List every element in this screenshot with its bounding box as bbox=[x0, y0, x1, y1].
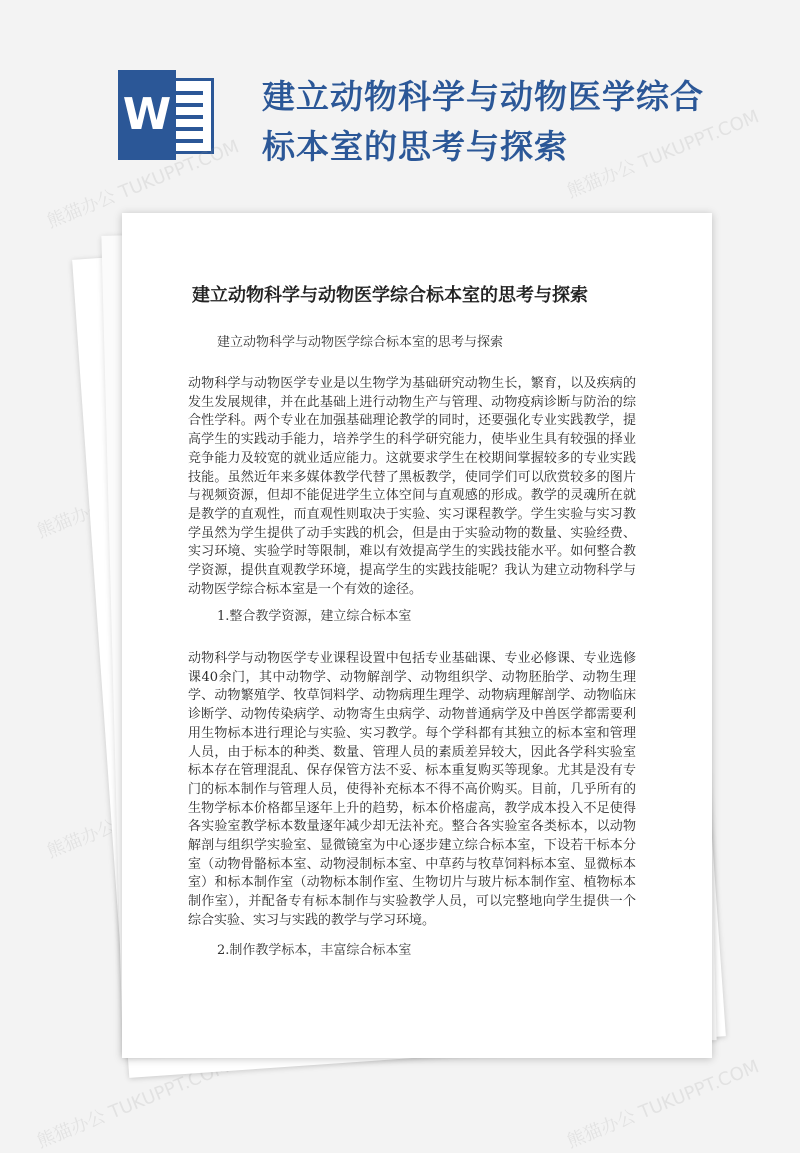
word-icon bbox=[118, 70, 218, 160]
watermark: 熊猫办公 bbox=[44, 816, 119, 863]
watermark: 熊猫办公 TUKUPPT.COM bbox=[44, 136, 242, 233]
page-heading: 建立动物科学与动物医学综合标本室的思考与探索 bbox=[192, 285, 588, 306]
watermark: 熊猫办公 TUKUPPT.COM bbox=[564, 1056, 762, 1153]
watermark: 熊猫办公 TUKUPPT.COM bbox=[564, 106, 762, 203]
document-page bbox=[122, 213, 712, 1058]
paragraph-2: 动物科学与动物医学专业课程设置中包括专业基础课、专业必修课、专业选修课40余门，其中动物学、动物解剖学、动物组织学、动物胚胎学、动物生理学、动物繁殖学、牧草饲料学、动物病理生理学、动物病理解剖学、动物临床诊断学、动物传染病学、动物寄生虫病学、动物普通病学及中兽医学都需要利用生物标本进行理论与实验、实习教学。每个学科都有其独立的标本室和管理人员，由于标本的种类、数量、管理人员的素质差异较大，因此各学科实验室标本存在管理混乱、保存保管方法不妥、标本重复购买等现象。尤其是没有专门的标本制作与管理人员，使得补充标本不得不高价购买。目前，几乎所有的生物学标本价格都呈逐年上升的趋势，标本价格虚高，教学成本投入不足使得各实验室教学标本数量逐年减少却无法补充。整合各实验室各类标本，以动物解剖与组织学实验室、显微镜室为中心逐步建立综合标本室，下设若干标本分室（动物骨骼标本室、动物浸制标本室、中草药与牧草饲料标本室、显微标本室）和标本制作室（动物标本制作室、生物切片与玻片标本制作室、植物标本制作室），并配备专有标本制作与实验教学人员，可以完整地向学生提供一个综合实验、实习与实践的教学与学习环境。 bbox=[188, 651, 636, 928]
section-heading-2: 2.制作教学标本，丰富综合标本室 bbox=[217, 943, 412, 958]
page-subtitle: 建立动物科学与动物医学综合标本室的思考与探索 bbox=[217, 335, 504, 350]
document-title: 建立动物科学与动物医学综合标本室的思考与探索 bbox=[262, 77, 704, 166]
watermark: 熊猫办公 bbox=[34, 496, 109, 543]
watermark: 熊猫办公 TUKUPPT.COM bbox=[34, 1056, 232, 1153]
paragraph-1: 动物科学与动物医学专业是以生物学为基础研究动物生长，繁育，以及疾病的发生发展规律，并在此基础上进行动物生产与管理、动物疫病诊断与防治的综合性学科。两个专业在加强基础理论教学的同时，还要强化专业实践教学，提高学生的实践动手能力，培养学生的科学研究能力，使毕业生具有较强的择业竞争能力及较宽的就业适应能力。这就要求学生在校期间掌握较多的专业实践技能。虽然近年来多媒体教学代替了黑板教学，使同学们可以欣赏较多的图片与视频资源，但却不能促进学生立体空间与直观感的形成。教学的灵魂所在就是教学的直观性，而直观性则取决于实验、实习课程教学。学生实验与实习教学虽然为学生提供了动手实践的机会，但是由于实验动物的数量、实验经费、实习环境、实验学时等限制，难以有效提高学生的实践技能水平。如何整合教学资源，提供直观教学环境，提高学生的实践技能呢？我认为建立动物科学与动物医学综合标本室是一个有效的途径。 bbox=[188, 376, 636, 597]
word-icon-letter: W bbox=[118, 70, 176, 160]
section-heading-1: 1.整合教学资源，建立综合标本室 bbox=[217, 609, 412, 624]
